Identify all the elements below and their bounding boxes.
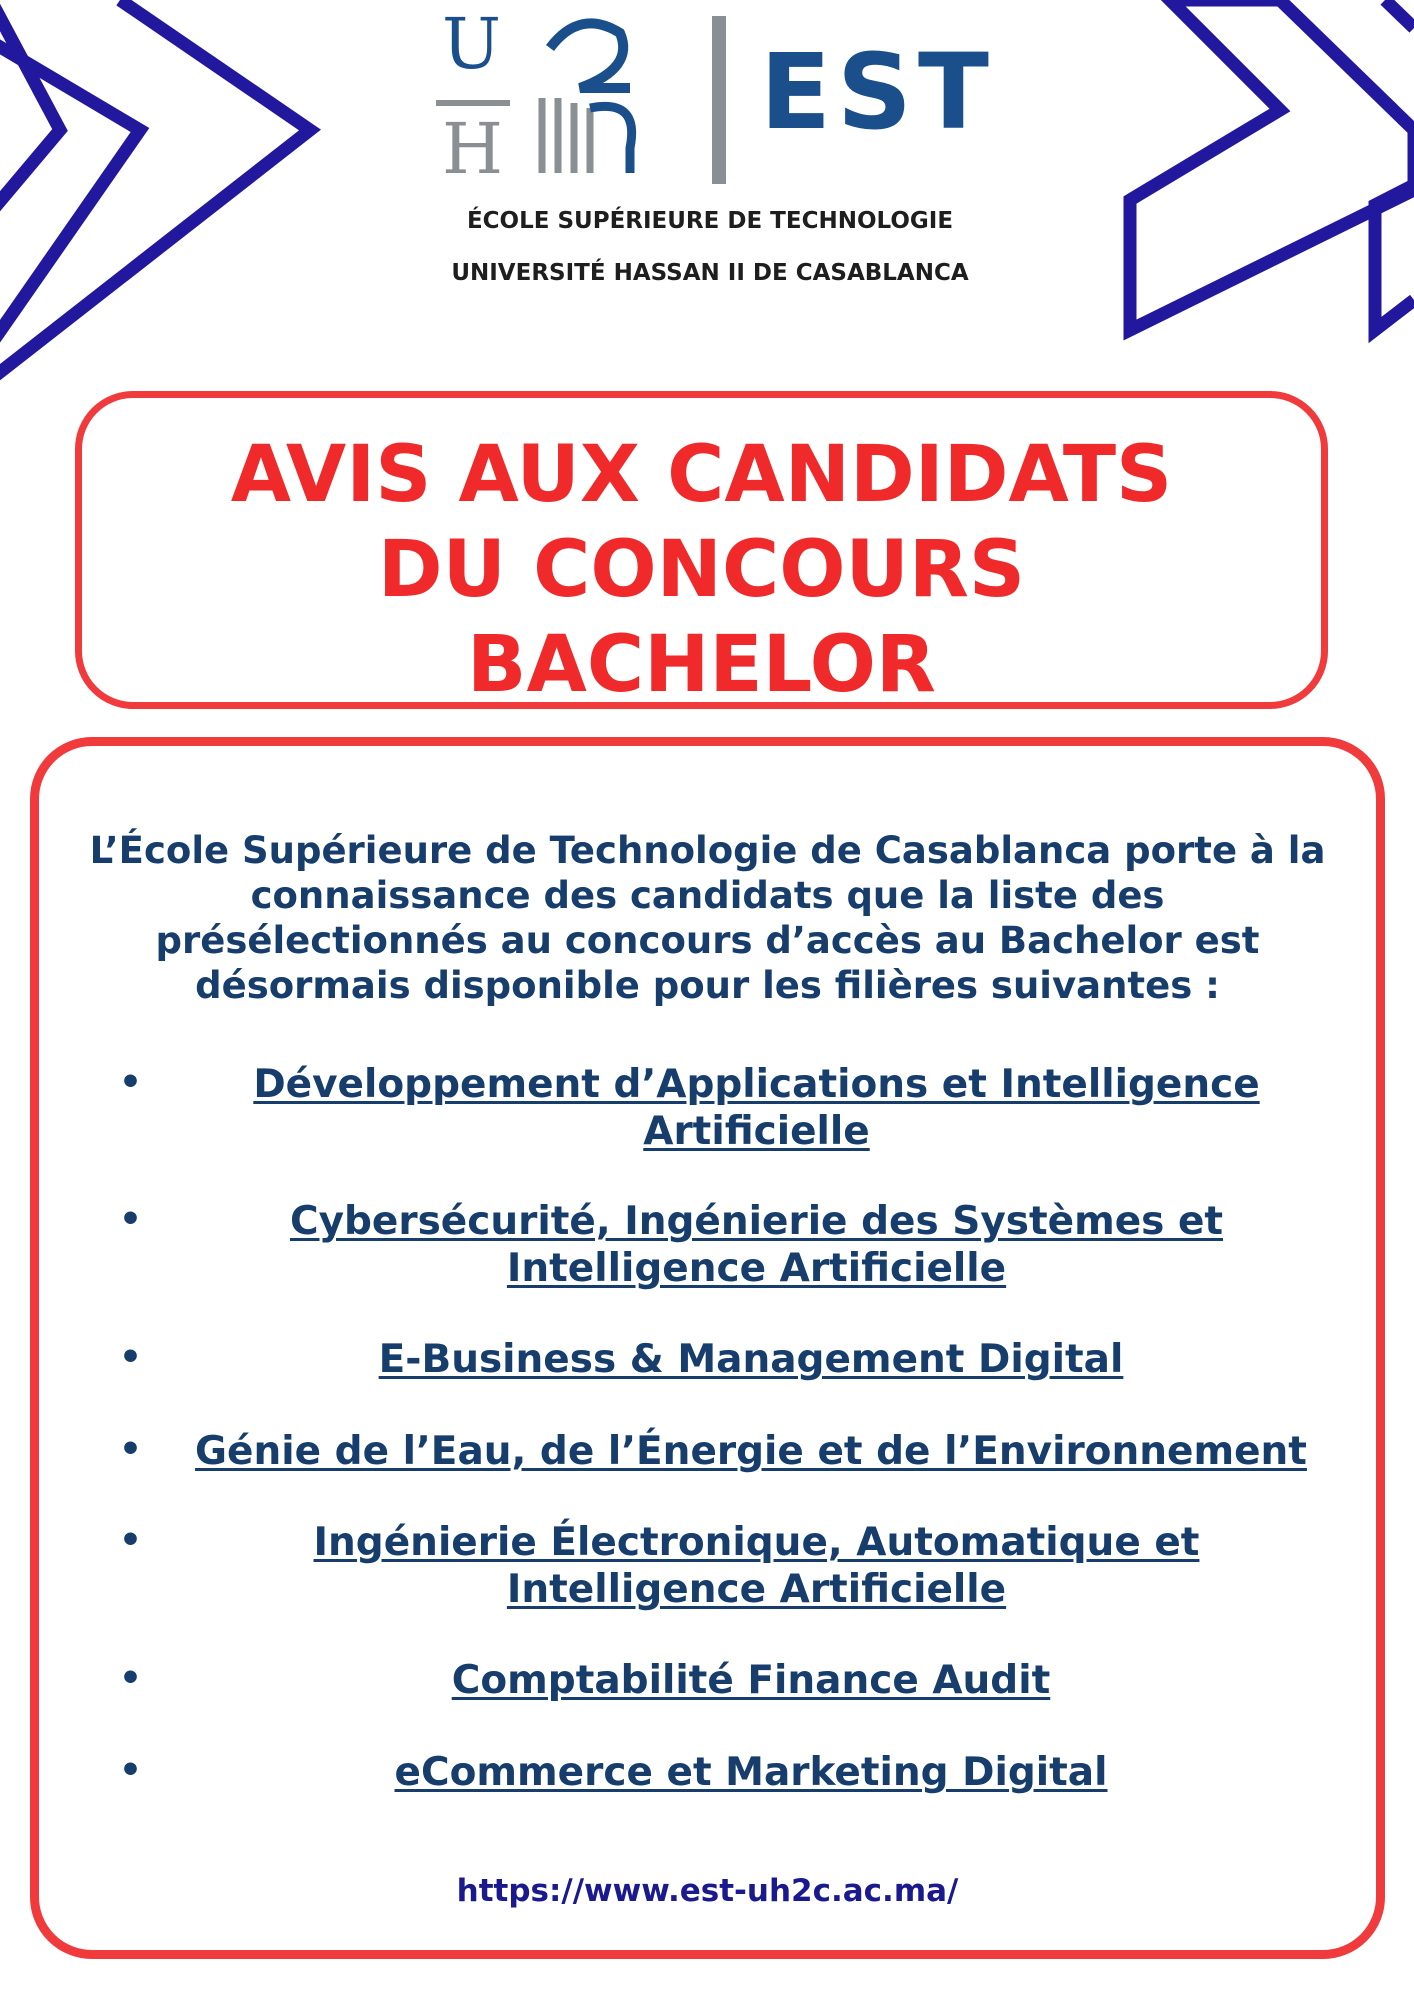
title-line-2: DU CONCOURS (377, 525, 1026, 615)
website-link[interactable]: https://www.est-uh2c.ac.ma/ (456, 1873, 959, 1909)
bullet-dot-icon: • (119, 1062, 143, 1103)
title-line-3: BACHELOR (467, 620, 936, 710)
title-line-1: AVIS AUX CANDIDATS (230, 430, 1173, 520)
school-name: ÉCOLE SUPÉRIEURE DE TECHNOLOGIE (466, 208, 954, 234)
program-link-dev-apps-ia[interactable]: Développement d’Applications et Intelligence Artificielle (253, 1062, 1260, 1154)
chevron-right-top (1385, 0, 1414, 28)
program-link-electronique[interactable]: Ingénierie Électronique, Automatique et Intelligence Artificielle (313, 1520, 1200, 1612)
bullet-dot-icon: • (119, 1337, 143, 1378)
school-logo (430, 0, 995, 300)
bullet-dot-icon: • (119, 1429, 143, 1470)
logo-letter-u: U (442, 8, 501, 85)
university-name: UNIVERSITÉ HASSAN II DE CASABLANCA (451, 260, 969, 286)
title-box (75, 391, 1328, 709)
bullet-dot-icon: • (119, 1750, 143, 1791)
chevron-left-decoration-icon (0, 0, 310, 380)
logo-divider (712, 16, 726, 184)
bullet-dot-icon: • (119, 1199, 143, 1240)
announcement-box (30, 737, 1385, 1959)
logo-swirl-top (550, 23, 630, 88)
logo-brand-text: EST (760, 31, 995, 153)
intro-paragraph: L’École Supérieure de Technologie de Casablanca porte à la connaissance des candidats que la liste des présélectionnés au concours d’accès au Bachelor est désormais disponible pour les filières suivantes : (89, 829, 1326, 1007)
program-link-ecommerce[interactable]: eCommerce et Marketing Digital (394, 1750, 1108, 1795)
chevron-right-decoration-icon (1130, 0, 1414, 330)
logo-letter-h: H (442, 108, 504, 188)
logo-columns (542, 98, 590, 173)
program-link-cybersecurite[interactable]: Cybersécurité, Ingénierie des Systèmes et Intelligence Artificielle (289, 1199, 1224, 1291)
uh2-logo-mark-icon (430, 8, 740, 188)
logo-swirl-bottom (590, 106, 632, 173)
bullet-dot-icon: • (119, 1520, 143, 1561)
chevron-left-inner (0, 0, 60, 225)
program-link-genie-eau[interactable]: Génie de l’Eau, de l’Énergie et de l’Environnement (195, 1429, 1307, 1474)
logo-bar (436, 100, 510, 106)
program-link-ebusiness[interactable]: E-Business & Management Digital (378, 1337, 1124, 1382)
program-link-comptabilite[interactable]: Comptabilité Finance Audit (451, 1658, 1051, 1703)
chevron-left-middle (0, 0, 310, 380)
bullet-dot-icon: • (119, 1658, 143, 1699)
